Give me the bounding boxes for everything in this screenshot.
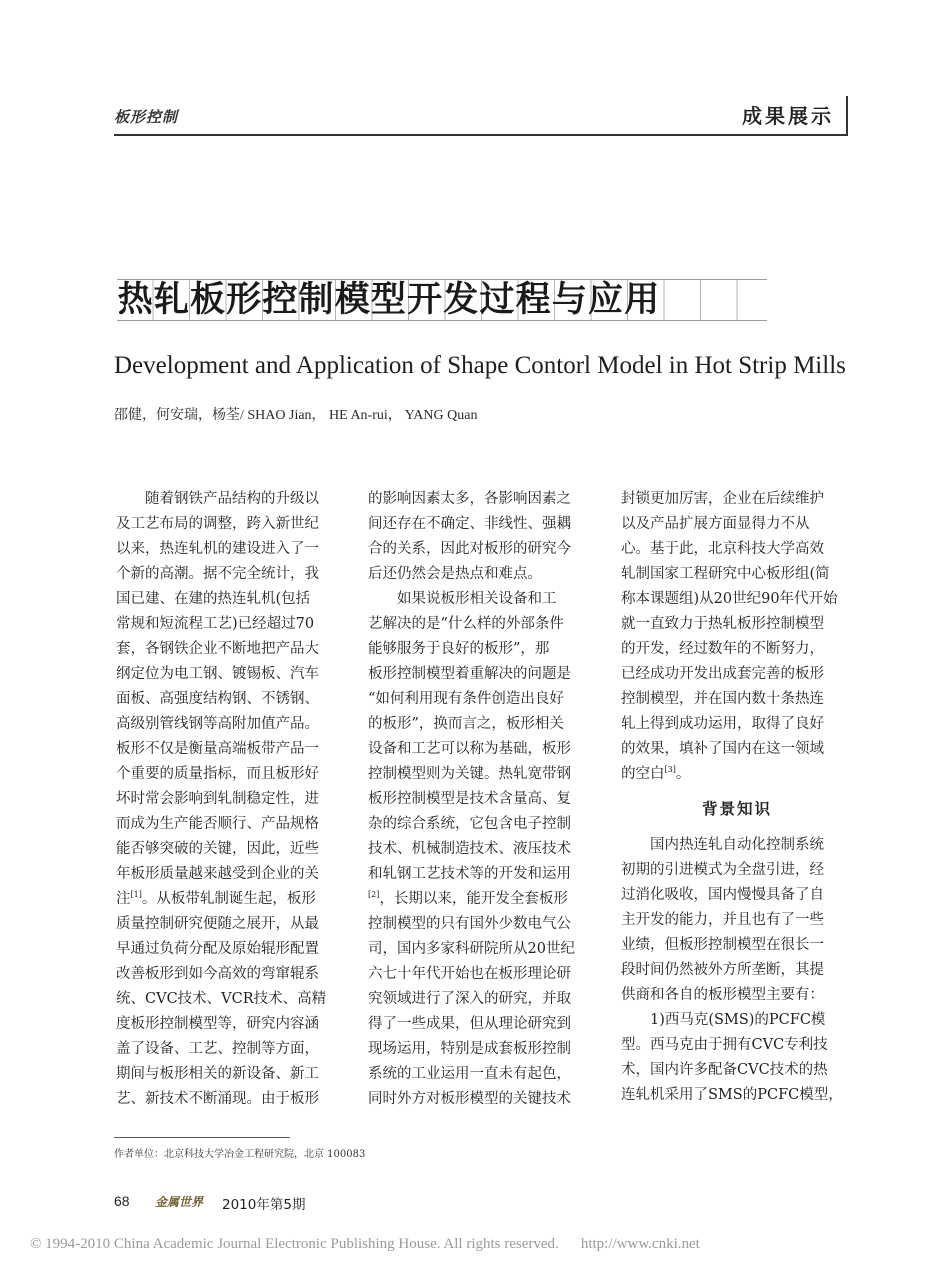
title-char: 开 <box>407 279 443 320</box>
text-line: 控制模型则为关键。热轧宽带钢 <box>368 766 571 782</box>
text-line: 板形控制模型是技术含量高、复 <box>368 791 571 807</box>
text-line: 的空白[3]。 <box>621 765 691 782</box>
text-line: 改善板形到如今高效的弯窜辊系 <box>116 966 319 982</box>
citation-ref: [1] <box>130 890 142 900</box>
text-line: 过消化吸收，国内慢慢具备了自 <box>621 887 824 903</box>
text-line: 术，国内许多配备CVC技术的热 <box>621 1062 828 1078</box>
text-line: 设备和工艺可以称为基础，板形 <box>368 741 571 757</box>
section-heading: 背景知识 <box>701 800 772 818</box>
page-number: 68 <box>114 1193 130 1209</box>
text-line: 及工艺布局的调整，跨入新世纪 <box>116 516 319 532</box>
text-line: 和轧钢工艺技术等的开发和运用 <box>368 866 571 882</box>
text-line: 合的关系，因此对板形的研究今 <box>368 541 571 557</box>
text-line: 间还存在不确定、非线性、强耦 <box>368 516 571 532</box>
footnote-rule <box>114 1137 290 1138</box>
text-line: 个重要的质量指标，而且板形好 <box>116 766 319 782</box>
text-line: 板形控制模型着重解决的问题是 <box>368 666 571 682</box>
text-line: 统、CVC技术、VCR技术、高精 <box>116 991 327 1007</box>
title-char: 形 <box>226 279 262 320</box>
title-char: 用 <box>624 279 660 320</box>
title-char: 应 <box>588 279 624 320</box>
text-line: 以来，热连轧机的建设进入了一 <box>116 541 319 557</box>
text-line: 以及产品扩展方面显得力不从 <box>621 516 810 532</box>
text-line: 而成为生产能否顺行、产品规格 <box>116 816 319 832</box>
text-line: 就一直致力于热轧板形控制模型 <box>621 616 824 632</box>
copyright-url[interactable]: http://www.cnki.net <box>580 1236 700 1252</box>
text-line: 究领域进行了深入的研究，并取 <box>368 991 571 1007</box>
text-line: 面板、高强度结构钢、不锈钢、 <box>116 691 319 707</box>
text-line: 国内热连轧自动化控制系统 <box>650 837 824 853</box>
text-line: 1)西马克(SMS)的PCFC模 <box>650 1012 826 1028</box>
text-line: 盖了设备、工艺、控制等方面， <box>116 1041 319 1057</box>
text-line: 质量控制研究便随之展开，从最 <box>116 916 319 932</box>
author-line: 邵健，何安瑞，杨荃/ SHAO Jian， HE An-rui， YANG Quan <box>114 408 478 423</box>
text-line: 能否够突破的关键，因此，近些 <box>116 841 319 857</box>
text-line: 度板形控制模型等，研究内容涵 <box>116 1016 319 1032</box>
text-line: 板形不仅是衡量高端板带产品一 <box>116 741 319 757</box>
text-line: 称本课题组)从20世纪90年代开始 <box>621 591 838 607</box>
text-line: 主开发的能力，并且也有了一些 <box>621 912 824 928</box>
body-column-1 <box>116 487 348 1112</box>
journal-issue: 2010年第5期 <box>222 1197 306 1213</box>
text-line: 期间与板形相关的新设备、新工 <box>116 1066 319 1082</box>
title-char: 发 <box>443 279 479 320</box>
text-line: 国已建、在建的热连轧机(包括 <box>116 591 311 607</box>
text-line: 杂的综合系统，它包含电子控制 <box>368 816 571 832</box>
text-line: 已经成功开发出成套完善的板形 <box>621 666 824 682</box>
text-line: 控制模型，并在国内数十条热连 <box>621 691 824 707</box>
text-line: 的影响因素太多，各影响因素之 <box>368 491 571 507</box>
text-line: 司，国内多家科研院所从20世纪 <box>368 941 575 957</box>
text-line: 得了一些成果，但从理论研究到 <box>368 1016 571 1032</box>
title-char: 轧 <box>153 279 189 320</box>
text-line: 供商和各自的板形模型主要有： <box>621 987 824 1003</box>
text-line: 如果说板形相关设备和工 <box>397 591 557 607</box>
text-line: 艺解决的是“什么样的外部条件 <box>368 616 564 632</box>
title-char: 过 <box>479 279 515 320</box>
body-column-2 <box>368 487 600 1112</box>
body-column-3 <box>621 487 853 1108</box>
text-line: 随着钢铁产品结构的升级以 <box>145 491 319 507</box>
title-char: 程 <box>515 279 551 320</box>
title-char: 控 <box>262 279 298 320</box>
article-title-english: Development and Application of Shape Contorl Model in Hot Strip Mills <box>114 352 846 379</box>
author-affiliation-footnote: 作者单位：北京科技大学冶金工程研究院，北京 100083 <box>114 1149 366 1160</box>
text-line: 纲定位为电工钢、镀锡板、汽车 <box>116 666 319 682</box>
text-line: 心。基于此，北京科技大学高效 <box>621 541 824 557</box>
title-char: 模 <box>334 279 370 320</box>
text-line: 后还仍然会是热点和难点。 <box>368 566 542 582</box>
text-line: 坏时常会影响到轧制稳定性，进 <box>116 791 319 807</box>
text-line: “如何利用现有条件创造出良好 <box>368 691 564 707</box>
text-line: 早通过负荷分配及原始辊形配置 <box>116 941 319 957</box>
text-line: 常规和短流程工艺)已经超过70 <box>116 616 315 632</box>
text-line: 技术、机械制造技术、液压技术 <box>368 841 571 857</box>
text-line: 型。西马克由于拥有CVC专利技 <box>621 1037 828 1053</box>
text-line: 套，各钢铁企业不断地把产品大 <box>116 641 319 657</box>
text-line: 同时外方对板形模型的关键技术 <box>368 1091 571 1107</box>
section-label-right: 成果展示 <box>742 104 834 128</box>
text-line: 段时间仍然被外方所垄断，其提 <box>621 962 824 978</box>
text-line: 艺、新技术不断涌现。由于板形 <box>116 1091 319 1107</box>
text-line: [2]，长期以来，能开发全套板形 <box>368 890 568 907</box>
article-title-chinese <box>117 279 767 321</box>
text-line: 的效果，填补了国内在这一领域 <box>621 741 824 757</box>
text-line: 的开发，经过数年的不断努力， <box>621 641 824 657</box>
text-line: 轧上得到成功运用，取得了良好 <box>621 716 824 732</box>
text-line: 控制模型的只有国外少数电气公 <box>368 916 571 932</box>
text-line: 高级别管线钢等高附加值产品。 <box>116 716 319 732</box>
title-char: 型 <box>370 279 406 320</box>
citation-ref: [2] <box>368 890 380 900</box>
text-line: 现场运用，特别是成套板形控制 <box>368 1041 571 1057</box>
title-char: 热 <box>117 279 153 320</box>
text-line: 的板形”，换而言之，板形相关 <box>368 716 564 732</box>
title-char: 制 <box>298 279 334 320</box>
header-rule <box>114 134 848 136</box>
text-line: 业绩，但板形控制模型在很长一 <box>621 937 824 953</box>
text-line: 连轧机采用了SMS的PCFC模型， <box>621 1087 843 1103</box>
text-line: 个新的高潮。据不完全统计，我 <box>116 566 319 582</box>
header-corner-rule <box>846 96 848 136</box>
text-line: 轧制国家工程研究中心板形组(简 <box>621 566 830 582</box>
text-line: 系统的工业运用一直未有起色， <box>368 1066 571 1082</box>
text-line: 年板形质量越来越受到企业的关 <box>116 866 319 882</box>
text-line: 封锁更加厉害，企业在后续维护 <box>621 491 824 507</box>
citation-ref: [3] <box>664 765 676 775</box>
journal-logo: 金属世界 <box>155 1195 204 1209</box>
text-line: 六七十年代开始也在板形理论研 <box>368 966 571 982</box>
title-char: 与 <box>551 279 587 320</box>
text-line: 初期的引进模式为全盘引进，经 <box>621 862 824 878</box>
text-line: 能够服务于良好的板形”，那 <box>368 641 550 657</box>
title-char: 板 <box>189 279 225 320</box>
text-line: 注[1]。从板带轧制诞生起，板形 <box>116 890 316 907</box>
copyright-notice <box>30 1236 700 1253</box>
section-label-left: 板形控制 <box>114 108 179 126</box>
copyright-text: © 1994-2010 China Academic Journal Electronic Publishing House. All rights reserved. <box>30 1236 559 1252</box>
